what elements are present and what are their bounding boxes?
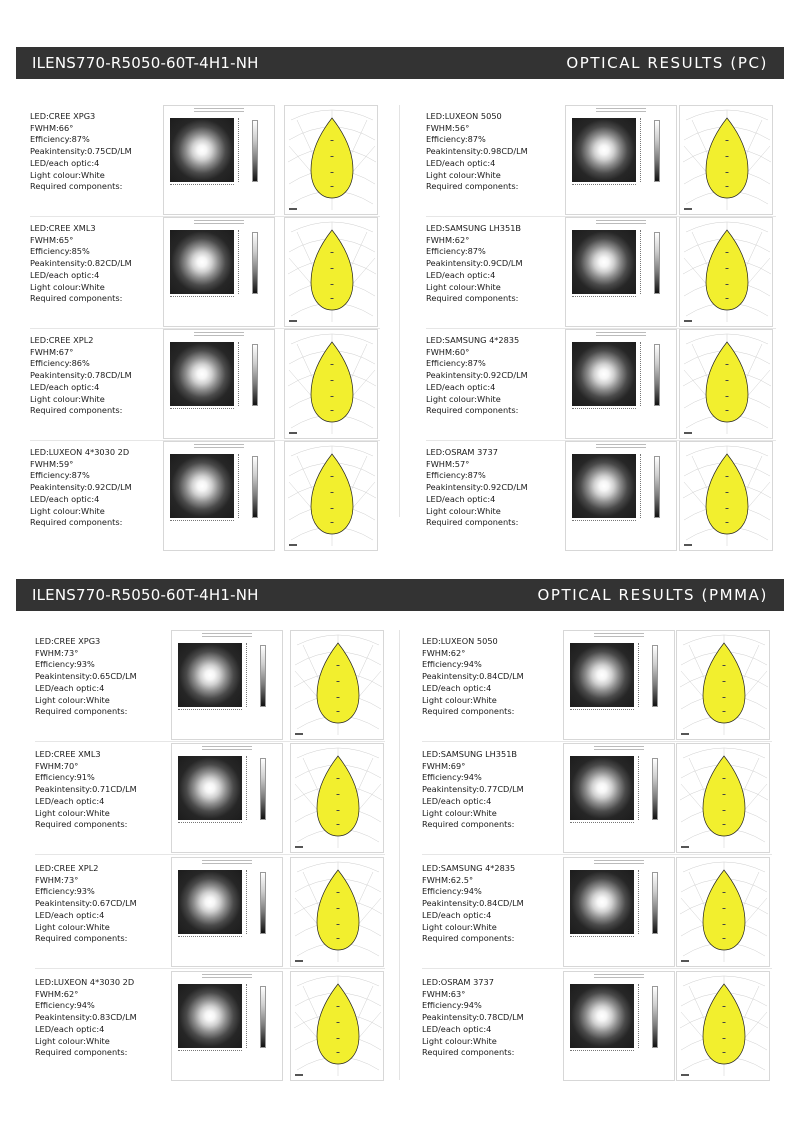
illuminance-map	[565, 105, 677, 215]
map-axis	[238, 342, 241, 406]
light-spot	[570, 643, 634, 707]
led-result-card	[30, 441, 380, 553]
column-divider	[399, 630, 400, 1080]
led-result-card	[35, 743, 385, 855]
spec-led: LED:SAMSUNG LH351B	[422, 749, 518, 759]
illuminance-map	[171, 857, 283, 967]
gray-scale-bar	[260, 645, 266, 707]
spec-colour: Light colour:White	[35, 807, 110, 818]
polar-graph	[680, 218, 774, 328]
illuminance-map	[171, 743, 283, 853]
gray-scale-bar	[260, 986, 266, 1048]
map-caption	[596, 220, 646, 224]
gray-scale-bar	[654, 232, 660, 294]
spec-components: Required components:	[426, 293, 519, 304]
polar-graph	[677, 744, 771, 854]
illuminance-map	[163, 105, 275, 215]
spec-fwhm: FWHM:62.5°	[422, 874, 474, 885]
led-result-card	[426, 329, 776, 441]
spec-per-optic: LED/each optic:4	[422, 909, 492, 920]
spec-colour: Light colour:White	[422, 921, 497, 932]
polar-distribution-chart	[284, 217, 378, 327]
spec-led: LED:CREE XML3	[30, 223, 96, 233]
led-result-card	[422, 971, 772, 1083]
spec-per-optic: LED/each optic:4	[35, 682, 105, 693]
spec-components: Required components:	[426, 181, 519, 192]
light-spot	[178, 756, 242, 820]
map-axis	[170, 520, 234, 523]
spec-components: Required components:	[30, 293, 123, 304]
spec-led: LED:OSRAM 3737	[422, 977, 494, 987]
illuminance-map	[565, 217, 677, 327]
led-result-card	[30, 217, 380, 329]
spec-peak: Peakintensity:0.77CD/LM	[422, 784, 524, 795]
map-axis	[640, 230, 643, 294]
led-specs	[35, 977, 175, 1059]
map-caption	[202, 633, 252, 637]
illuminance-map	[171, 971, 283, 1081]
spec-components: Required components:	[35, 1047, 128, 1058]
spec-colour: Light colour:White	[35, 1035, 110, 1046]
spec-fwhm: FWHM:62°	[422, 647, 466, 658]
illuminance-map	[163, 217, 275, 327]
spec-led: LED:CREE XPL2	[35, 863, 99, 873]
spec-led: LED:CREE XPG3	[35, 636, 101, 646]
led-specs	[422, 636, 562, 718]
led-specs	[30, 111, 170, 193]
spec-per-optic: LED/each optic:4	[35, 909, 105, 920]
polar-distribution-chart	[284, 441, 378, 551]
illuminance-map	[563, 630, 675, 740]
map-axis	[170, 296, 234, 299]
spec-fwhm: FWHM:69°	[422, 760, 466, 771]
spec-fwhm: FWHM:65°	[30, 234, 74, 245]
row-divider	[35, 741, 385, 742]
spec-led: LED:LUXEON 5050	[422, 636, 498, 646]
polar-distribution-chart	[676, 630, 770, 740]
spec-fwhm: FWHM:62°	[35, 988, 79, 999]
map-axis	[572, 408, 636, 411]
map-axis	[246, 643, 249, 707]
illuminance-map	[563, 971, 675, 1081]
map-caption	[202, 860, 252, 864]
spec-efficiency: Efficiency:93%	[35, 659, 95, 670]
spec-colour: Light colour:White	[426, 505, 501, 516]
spec-components: Required components:	[426, 405, 519, 416]
polar-graph	[285, 442, 379, 552]
spec-led: LED:SAMSUNG 4*2835	[426, 335, 520, 345]
map-axis	[638, 984, 641, 1048]
polar-distribution-chart	[290, 971, 384, 1081]
gray-scale-bar	[260, 872, 266, 934]
light-spot	[572, 230, 636, 294]
map-axis	[246, 870, 249, 934]
spec-per-optic: LED/each optic:4	[426, 157, 496, 168]
illuminance-map	[565, 441, 677, 551]
spec-components: Required components:	[422, 933, 515, 944]
map-axis	[572, 296, 636, 299]
spec-fwhm: FWHM:73°	[35, 874, 79, 885]
map-axis	[170, 184, 234, 187]
spec-fwhm: FWHM:70°	[35, 760, 79, 771]
spec-peak: Peakintensity:0.67CD/LM	[35, 898, 137, 909]
led-specs	[30, 447, 170, 529]
gray-scale-bar	[652, 758, 658, 820]
map-axis	[572, 184, 636, 187]
map-caption	[594, 746, 644, 750]
spec-efficiency: Efficiency:87%	[426, 470, 486, 481]
spec-peak: Peakintensity:0.9CD/LM	[426, 258, 523, 269]
spec-led: LED:OSRAM 3737	[426, 447, 498, 457]
map-caption	[594, 633, 644, 637]
led-result-card	[426, 217, 776, 329]
polar-distribution-chart	[290, 743, 384, 853]
map-axis	[640, 454, 643, 518]
polar-graph	[680, 106, 774, 216]
spec-efficiency: Efficiency:87%	[30, 134, 90, 145]
polar-graph	[677, 858, 771, 968]
map-axis	[572, 520, 636, 523]
spec-colour: Light colour:White	[30, 393, 105, 404]
led-specs	[426, 447, 566, 529]
map-caption	[194, 220, 244, 224]
map-axis	[570, 1050, 634, 1053]
polar-distribution-chart	[679, 329, 773, 439]
spec-efficiency: Efficiency:91%	[35, 772, 95, 783]
spec-components: Required components:	[35, 933, 128, 944]
product-title: ILENS770-R5050-60T-4H1-NH	[32, 586, 259, 604]
led-result-card	[35, 857, 385, 969]
spec-efficiency: Efficiency:87%	[30, 470, 90, 481]
row-divider	[422, 968, 772, 969]
led-result-card	[426, 105, 776, 217]
gray-scale-bar	[252, 344, 258, 406]
spec-components: Required components:	[30, 517, 123, 528]
led-specs	[426, 223, 566, 305]
spec-efficiency: Efficiency:87%	[426, 134, 486, 145]
gray-scale-bar	[652, 986, 658, 1048]
spec-fwhm: FWHM:56°	[426, 122, 470, 133]
polar-graph	[285, 106, 379, 216]
spec-peak: Peakintensity:0.78CD/LM	[422, 1012, 524, 1023]
led-result-card	[422, 630, 772, 742]
map-axis	[638, 756, 641, 820]
spec-efficiency: Efficiency:94%	[35, 1000, 95, 1011]
spec-colour: Light colour:White	[30, 281, 105, 292]
illuminance-map	[163, 441, 275, 551]
spec-colour: Light colour:White	[422, 1035, 497, 1046]
spec-per-optic: LED/each optic:4	[426, 381, 496, 392]
spec-per-optic: LED/each optic:4	[422, 1023, 492, 1034]
spec-peak: Peakintensity:0.84CD/LM	[422, 671, 524, 682]
spec-components: Required components:	[422, 706, 515, 717]
spec-efficiency: Efficiency:86%	[30, 358, 90, 369]
spec-efficiency: Efficiency:93%	[35, 886, 95, 897]
light-spot	[170, 454, 234, 518]
illuminance-map	[565, 329, 677, 439]
illuminance-map	[563, 743, 675, 853]
spec-fwhm: FWHM:66°	[30, 122, 74, 133]
spec-led: LED:LUXEON 4*3030 2D	[30, 447, 130, 457]
led-specs	[426, 335, 566, 417]
column-divider	[399, 105, 400, 517]
spec-components: Required components:	[426, 517, 519, 528]
gray-scale-bar	[260, 758, 266, 820]
light-spot	[178, 643, 242, 707]
map-axis	[570, 822, 634, 825]
led-result-card	[30, 329, 380, 441]
spec-components: Required components:	[30, 181, 123, 192]
polar-distribution-chart	[679, 217, 773, 327]
polar-distribution-chart	[290, 630, 384, 740]
spec-colour: Light colour:White	[426, 393, 501, 404]
spec-components: Required components:	[422, 819, 515, 830]
map-axis	[178, 709, 242, 712]
map-axis	[178, 822, 242, 825]
spec-per-optic: LED/each optic:4	[426, 493, 496, 504]
map-axis	[570, 936, 634, 939]
spec-led: LED:SAMSUNG 4*2835	[422, 863, 516, 873]
map-axis	[170, 408, 234, 411]
map-axis	[246, 984, 249, 1048]
spec-fwhm: FWHM:57°	[426, 458, 470, 469]
row-divider	[35, 854, 385, 855]
spec-led: LED:CREE XPG3	[30, 111, 96, 121]
polar-distribution-chart	[679, 105, 773, 215]
gray-scale-bar	[654, 344, 660, 406]
led-result-card	[35, 630, 385, 742]
spec-peak: Peakintensity:0.78CD/LM	[30, 370, 132, 381]
spec-fwhm: FWHM:67°	[30, 346, 74, 357]
spec-efficiency: Efficiency:94%	[422, 772, 482, 783]
polar-graph	[680, 442, 774, 552]
gray-scale-bar	[252, 456, 258, 518]
illuminance-map	[171, 630, 283, 740]
spec-peak: Peakintensity:0.75CD/LM	[30, 146, 132, 157]
spec-led: LED:CREE XML3	[35, 749, 101, 759]
map-axis	[238, 230, 241, 294]
spec-per-optic: LED/each optic:4	[422, 795, 492, 806]
results-heading: OPTICAL RESULTS (PMMA)	[537, 586, 768, 604]
map-axis	[178, 1050, 242, 1053]
polar-graph	[680, 330, 774, 440]
spec-per-optic: LED/each optic:4	[35, 1023, 105, 1034]
spec-peak: Peakintensity:0.92CD/LM	[426, 370, 528, 381]
map-axis	[178, 936, 242, 939]
illuminance-map	[563, 857, 675, 967]
spec-colour: Light colour:White	[422, 694, 497, 705]
spec-led: LED:CREE XPL2	[30, 335, 94, 345]
polar-distribution-chart	[290, 857, 384, 967]
spec-efficiency: Efficiency:87%	[426, 246, 486, 257]
led-result-card	[426, 441, 776, 553]
polar-graph	[291, 858, 385, 968]
led-specs	[35, 749, 175, 831]
led-specs	[30, 223, 170, 305]
led-specs	[426, 111, 566, 193]
product-title: ILENS770-R5050-60T-4H1-NH	[32, 54, 259, 72]
map-axis	[238, 118, 241, 182]
spec-colour: Light colour:White	[30, 505, 105, 516]
spec-per-optic: LED/each optic:4	[30, 157, 100, 168]
led-result-card	[422, 857, 772, 969]
spec-fwhm: FWHM:59°	[30, 458, 74, 469]
spec-peak: Peakintensity:0.71CD/LM	[35, 784, 137, 795]
gray-scale-bar	[654, 120, 660, 182]
spec-led: LED:SAMSUNG LH351B	[426, 223, 522, 233]
spec-peak: Peakintensity:0.82CD/LM	[30, 258, 132, 269]
map-axis	[638, 870, 641, 934]
spec-colour: Light colour:White	[30, 169, 105, 180]
map-caption	[596, 444, 646, 448]
spec-per-optic: LED/each optic:4	[30, 269, 100, 280]
light-spot	[178, 984, 242, 1048]
map-axis	[638, 643, 641, 707]
light-spot	[570, 984, 634, 1048]
map-axis	[238, 454, 241, 518]
gray-scale-bar	[252, 120, 258, 182]
map-caption	[594, 860, 644, 864]
map-caption	[202, 974, 252, 978]
polar-graph	[285, 218, 379, 328]
spec-efficiency: Efficiency:85%	[30, 246, 90, 257]
led-specs	[422, 977, 562, 1059]
row-divider	[35, 968, 385, 969]
row-divider	[422, 741, 772, 742]
map-axis	[640, 342, 643, 406]
spec-components: Required components:	[35, 819, 128, 830]
spec-led: LED:LUXEON 5050	[426, 111, 502, 121]
map-caption	[202, 746, 252, 750]
light-spot	[170, 342, 234, 406]
map-caption	[194, 108, 244, 112]
led-result-card	[30, 105, 380, 217]
led-result-card	[35, 971, 385, 1083]
polar-graph	[291, 744, 385, 854]
map-caption	[194, 332, 244, 336]
spec-peak: Peakintensity:0.65CD/LM	[35, 671, 137, 682]
spec-efficiency: Efficiency:87%	[426, 358, 486, 369]
spec-colour: Light colour:White	[35, 921, 110, 932]
spec-fwhm: FWHM:60°	[426, 346, 470, 357]
light-spot	[178, 870, 242, 934]
results-heading: OPTICAL RESULTS (PC)	[566, 54, 768, 72]
map-axis	[640, 118, 643, 182]
light-spot	[572, 454, 636, 518]
illuminance-map	[163, 329, 275, 439]
row-divider	[422, 854, 772, 855]
map-caption	[594, 974, 644, 978]
spec-colour: Light colour:White	[35, 694, 110, 705]
spec-components: Required components:	[30, 405, 123, 416]
light-spot	[570, 870, 634, 934]
polar-graph	[677, 972, 771, 1082]
map-caption	[596, 108, 646, 112]
spec-components: Required components:	[422, 1047, 515, 1058]
spec-peak: Peakintensity:0.92CD/LM	[426, 482, 528, 493]
polar-graph	[291, 631, 385, 741]
spec-colour: Light colour:White	[426, 281, 501, 292]
polar-distribution-chart	[676, 743, 770, 853]
polar-graph	[291, 972, 385, 1082]
polar-graph	[285, 330, 379, 440]
polar-distribution-chart	[676, 857, 770, 967]
spec-led: LED:LUXEON 4*3030 2D	[35, 977, 135, 987]
spec-peak: Peakintensity:0.83CD/LM	[35, 1012, 137, 1023]
spec-fwhm: FWHM:63°	[422, 988, 466, 999]
map-axis	[570, 709, 634, 712]
section-header	[16, 579, 784, 611]
light-spot	[572, 118, 636, 182]
section-header	[16, 47, 784, 79]
spec-efficiency: Efficiency:94%	[422, 1000, 482, 1011]
spec-efficiency: Efficiency:94%	[422, 886, 482, 897]
polar-distribution-chart	[679, 441, 773, 551]
spec-peak: Peakintensity:0.98CD/LM	[426, 146, 528, 157]
spec-components: Required components:	[35, 706, 128, 717]
led-specs	[30, 335, 170, 417]
led-specs	[35, 863, 175, 945]
light-spot	[572, 342, 636, 406]
polar-distribution-chart	[284, 105, 378, 215]
spec-fwhm: FWHM:73°	[35, 647, 79, 658]
polar-distribution-chart	[284, 329, 378, 439]
gray-scale-bar	[654, 456, 660, 518]
map-axis	[246, 756, 249, 820]
light-spot	[170, 230, 234, 294]
spec-colour: Light colour:White	[426, 169, 501, 180]
light-spot	[170, 118, 234, 182]
gray-scale-bar	[252, 232, 258, 294]
map-caption	[596, 332, 646, 336]
spec-per-optic: LED/each optic:4	[426, 269, 496, 280]
polar-graph	[677, 631, 771, 741]
gray-scale-bar	[652, 645, 658, 707]
spec-per-optic: LED/each optic:4	[30, 381, 100, 392]
spec-fwhm: FWHM:62°	[426, 234, 470, 245]
spec-efficiency: Efficiency:94%	[422, 659, 482, 670]
gray-scale-bar	[652, 872, 658, 934]
led-specs	[422, 863, 562, 945]
led-specs	[422, 749, 562, 831]
spec-per-optic: LED/each optic:4	[422, 682, 492, 693]
spec-per-optic: LED/each optic:4	[35, 795, 105, 806]
spec-colour: Light colour:White	[422, 807, 497, 818]
map-caption	[194, 444, 244, 448]
light-spot	[570, 756, 634, 820]
polar-distribution-chart	[676, 971, 770, 1081]
spec-peak: Peakintensity:0.92CD/LM	[30, 482, 132, 493]
led-result-card	[422, 743, 772, 855]
spec-per-optic: LED/each optic:4	[30, 493, 100, 504]
led-specs	[35, 636, 175, 718]
spec-peak: Peakintensity:0.84CD/LM	[422, 898, 524, 909]
